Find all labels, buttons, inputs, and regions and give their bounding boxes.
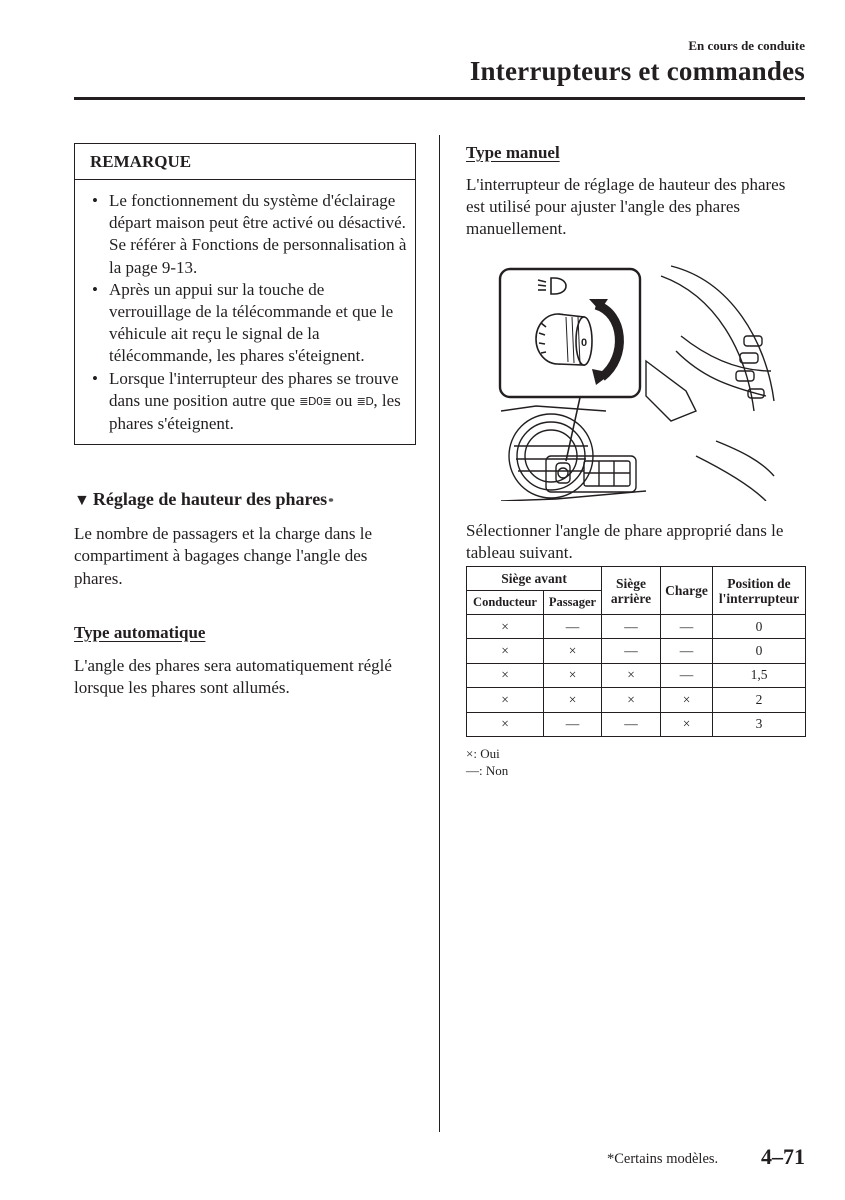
leveling-switch-illustration <box>496 261 776 501</box>
table-cell: × <box>602 663 661 687</box>
table-cell: — <box>602 712 661 736</box>
table-header-row <box>467 567 806 591</box>
col-header-passenger: Passager <box>544 591 602 615</box>
table-cell: — <box>602 615 661 639</box>
note-item-text: Après un appui sur la touche de verrouillage de la télécommande et que le véhicule ait reçu le signal de la télécommande, les phares s'éteignent. <box>109 279 394 366</box>
note-item-customization <box>91 190 407 279</box>
table-cell: × <box>467 663 544 687</box>
table-cell: × <box>602 688 661 712</box>
table-row <box>467 639 806 663</box>
table-cell: — <box>544 615 602 639</box>
dial-zero-label: 0 <box>580 336 588 349</box>
table-intro: Sélectionner l'angle de phare approprié dans le tableau suivant. <box>466 520 784 562</box>
table-cell: × <box>467 688 544 712</box>
manual-type-text: L'interrupteur de réglage de hauteur des phares est utilisé pour ajuster l'angle des phares manuellement. <box>466 175 786 239</box>
manual-type-title: Type manuel <box>466 143 560 162</box>
note-item-reference: Se référer à Fonctions de personnalisation à la page 9-13. <box>109 235 407 277</box>
table-cell: — <box>544 712 602 736</box>
table-row <box>467 688 806 712</box>
note-item-switch-position <box>91 368 407 436</box>
note-item-text: Le fonctionnement du système d'éclairage départ maison peut être activé ou désactivé. <box>109 191 406 233</box>
table-cell: × <box>467 615 544 639</box>
section-title: En cours de conduite <box>688 38 805 53</box>
headlight-icon: ≣D <box>356 394 374 408</box>
table-cell: — <box>661 615 713 639</box>
legend-no: —: Non <box>466 762 509 778</box>
table-cell: 1,5 <box>713 663 806 687</box>
note-item-remote-lock <box>91 279 407 368</box>
header-rule <box>74 97 805 100</box>
headlight-angle-table <box>466 566 806 737</box>
table-cell: — <box>661 663 713 687</box>
note-title: REMARQUE <box>75 144 415 180</box>
table-cell: × <box>467 639 544 663</box>
note-box <box>74 143 416 445</box>
col-header-driver: Conducteur <box>467 591 544 615</box>
col-header-rear-seat: Siège arrière <box>602 567 661 615</box>
leveling-heading <box>74 489 416 510</box>
note-item-text: Lorsque l'interrupteur des phares se trouve dans une position autre que <box>109 368 399 410</box>
table-row <box>467 615 806 639</box>
auto-type-text: L'angle des phares sera automatiquement réglé lorsque les phares sont allumés. <box>74 655 392 698</box>
table-cell: × <box>467 712 544 736</box>
footer-note: *Certains modèles. <box>607 1151 719 1167</box>
col-header-load: Charge <box>661 567 713 615</box>
table-row <box>467 712 806 736</box>
auto-type-title: Type automatique <box>74 622 206 642</box>
page-number: 4–71 <box>761 1144 805 1169</box>
triangle-down-icon: ▼ <box>74 492 90 510</box>
column-divider <box>439 135 440 1132</box>
footnote-mark: * <box>328 496 334 509</box>
left-column <box>74 143 416 699</box>
leveling-heading-text: Réglage de hauteur des phares <box>92 489 328 510</box>
right-column <box>466 143 806 779</box>
table-cell: × <box>661 712 713 736</box>
note-item-text-end: , les phares s'éteignent. <box>109 390 401 434</box>
table-cell: 3 <box>713 712 806 736</box>
table-legend <box>466 745 806 779</box>
bullet-icon: • <box>92 191 98 210</box>
table-row <box>467 663 806 687</box>
table-cell: 0 <box>713 639 806 663</box>
table-cell: 2 <box>713 688 806 712</box>
col-header-front-seat: Siège avant <box>467 567 602 591</box>
auto-light-icon: ≣D0≣ <box>299 394 332 408</box>
table-cell: × <box>544 688 602 712</box>
page-title: Interrupteurs et commandes <box>469 56 805 86</box>
note-item-connector: ou <box>335 390 353 410</box>
table-cell: × <box>544 639 602 663</box>
table-cell: × <box>661 688 713 712</box>
col-header-switch-position: Position de l'interrupteur <box>713 567 806 615</box>
bullet-icon: • <box>92 368 98 388</box>
note-list <box>75 180 415 444</box>
table-cell: — <box>661 639 713 663</box>
table-cell: × <box>544 663 602 687</box>
leveling-intro: Le nombre de passagers et la charge dans le compartiment à bagages change l'angle des phares. <box>74 524 373 588</box>
bullet-icon: • <box>92 279 98 299</box>
table-cell: 0 <box>713 615 806 639</box>
legend-yes: ×: Oui <box>466 745 500 761</box>
table-cell: — <box>602 639 661 663</box>
